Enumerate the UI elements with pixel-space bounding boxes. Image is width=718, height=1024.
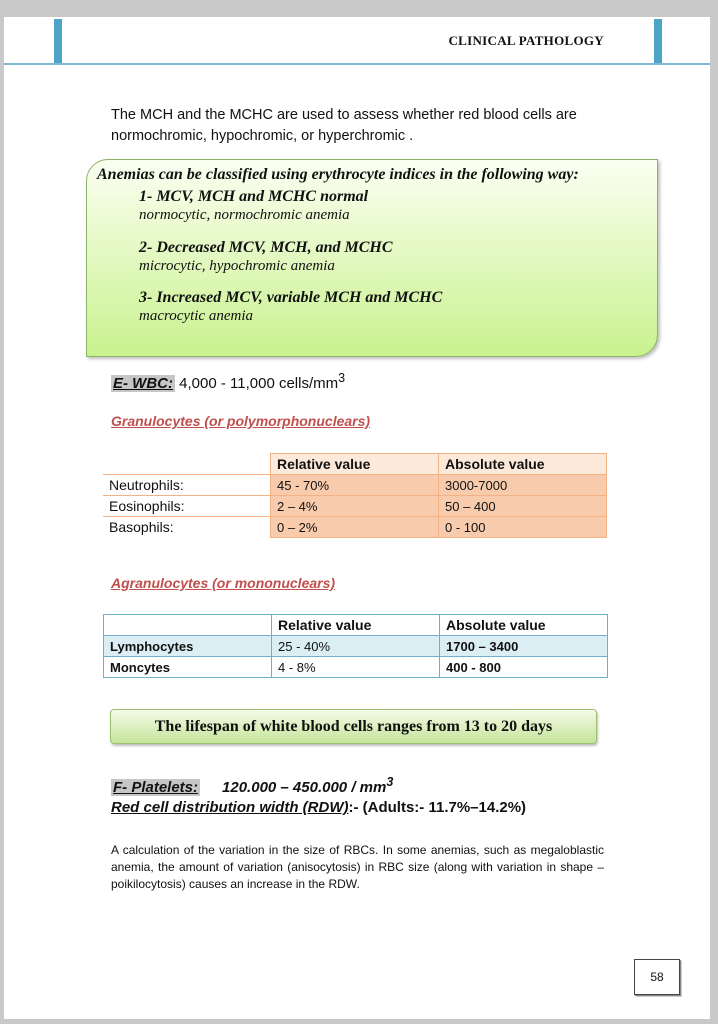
table-header-cell: Relative value <box>271 454 439 475</box>
row-label: Neutrophils: <box>103 475 271 496</box>
agranulocytes-table <box>103 614 608 678</box>
table-header-row <box>104 615 608 636</box>
anemia-item <box>139 187 368 225</box>
wbc-value: 4,000 - 11,000 cells/mm <box>175 375 339 392</box>
platelets-sup: 3 <box>386 775 394 789</box>
anemia-box-title: Anemias can be classified using erythrocyte indices in the following way: <box>97 166 579 183</box>
anemia-item-sub: macrocytic anemia <box>139 308 253 324</box>
absolute-value: 50 – 400 <box>439 496 607 517</box>
rdw-paragraph: A calculation of the variation in the size of RBCs. In some anemias, such as megaloblastic anemia, the amount of variation (anisocytosis) in RBC size (along with variation in shape – poikilocytosis) causes an increase in the RDW. <box>111 843 604 891</box>
granulocytes-table <box>103 453 607 538</box>
anemia-item <box>139 288 442 326</box>
header-rule <box>4 63 710 65</box>
row-label: Lymphocytes <box>104 636 272 657</box>
rdw-label: Red cell distribution width (RDW) <box>111 799 349 816</box>
anemia-item-heading: 2- Decreased MCV, MCH, and MCHC <box>139 239 393 256</box>
rdw-line <box>111 797 604 819</box>
wbc-sup: 3 <box>338 371 346 385</box>
rdw-range: :- (Adults:- 11.7%–14.2%) <box>348 799 527 816</box>
lifespan-callout: The lifespan of white blood cells ranges from 13 to 20 days <box>110 709 597 744</box>
table-row <box>103 517 607 538</box>
table-header-cell: Absolute value <box>440 615 608 636</box>
platelets-label: F- Platelets: <box>113 779 199 796</box>
absolute-value: 0 - 100 <box>439 517 607 538</box>
absolute-value: 3000-7000 <box>439 475 607 496</box>
anemia-classification-box <box>86 159 658 357</box>
absolute-value: 400 - 800 <box>440 657 608 678</box>
table-row <box>103 496 607 517</box>
table-row <box>104 657 608 678</box>
wbc-label: E- WBC: <box>113 375 173 392</box>
row-label: Eosinophils: <box>103 496 271 517</box>
page-number: 58 <box>634 959 680 995</box>
header-tab-right <box>654 19 662 65</box>
granulocytes-title: Granulocytes (or polymorphonuclears) <box>111 413 371 429</box>
table-header-cell: Relative value <box>272 615 440 636</box>
anemia-item-heading: 1- MCV, MCH and MCHC normal <box>139 188 369 205</box>
relative-value: 45 - 70% <box>271 475 439 496</box>
absolute-value: 1700 – 3400 <box>440 636 608 657</box>
anemia-item <box>139 238 393 276</box>
row-label: Basophils: <box>109 519 174 536</box>
relative-value: 4 - 8% <box>272 657 440 678</box>
relative-value: 25 - 40% <box>272 636 440 657</box>
row-label: Moncytes <box>104 657 272 678</box>
relative-value: 0 – 2% <box>271 517 439 538</box>
agranulocytes-title: Agranulocytes (or mononuclears) <box>111 575 336 591</box>
anemia-item-heading: 3- Increased MCV, variable MCH and MCHC <box>139 289 443 306</box>
intro-text: The MCH and the MCHC are used to assess whether red blood cells are normochromic, hypochromic, or hyperchromic . <box>111 107 577 144</box>
table-header-row <box>103 454 607 475</box>
anemia-item-sub: normocytic, normochromic anemia <box>139 207 350 223</box>
platelets-value: 120.000 – 450.000 / mm <box>222 779 387 796</box>
table-row <box>104 636 608 657</box>
table-header-empty <box>104 615 272 636</box>
anemia-item-sub: microcytic, hypochromic anemia <box>139 258 335 274</box>
wbc-line <box>111 371 345 392</box>
table-header-empty <box>103 454 271 475</box>
table-row <box>103 475 607 496</box>
table-header-cell: Absolute value <box>439 454 607 475</box>
page <box>4 17 710 1019</box>
platelets-line <box>111 775 393 796</box>
header-title: CLINICAL PATHOLOGY <box>448 33 604 48</box>
relative-value: 2 – 4% <box>271 496 439 517</box>
header-tab-left <box>54 19 62 65</box>
